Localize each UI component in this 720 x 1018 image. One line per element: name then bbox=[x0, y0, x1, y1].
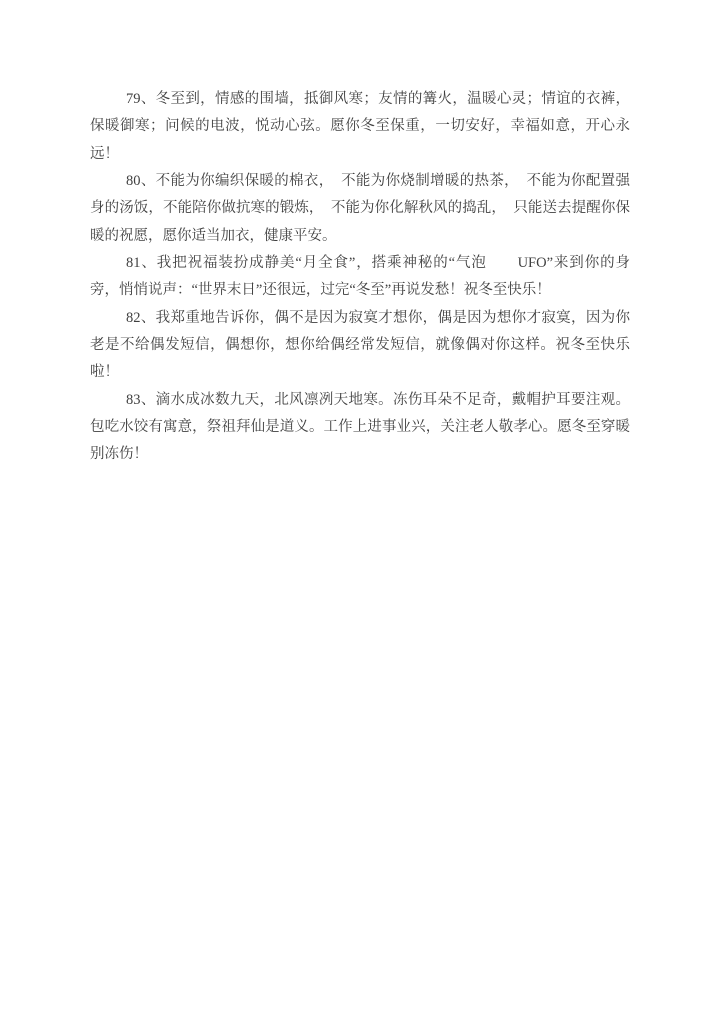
paragraph-79: 79、冬至到，情感的围墙，抵御风寒；友情的篝火，温暖心灵；情谊的衣裤，保暖御寒；问候的电波，悦动心弦。愿你冬至保重，一切安好，幸福如意，开心永远！ bbox=[90, 91, 630, 162]
paragraph-82: 82、我郑重地告诉你，偶不是因为寂寞才想你，偶是因为想你才寂寞，因为你老是不给偶发短信，偶想你，想你给偶经常发短信，就像偶对你这样。祝冬至快乐啦！ bbox=[90, 309, 630, 381]
paragraph-81: 81、我把祝福装扮成静美“月全食”，搭乘神秘的“气泡 UFO”来到你的身旁，悄悄说声：“世界末日”还很远，过完“冬至”再说发愁！祝冬至快乐！ bbox=[90, 255, 630, 299]
document-body bbox=[90, 86, 630, 469]
paragraph-83: 83、滴水成冰数九天，北风凛冽天地寒。冻伤耳朵不足奇，戴帽护耳要注观。包吃水饺有寓意，祭祖拜仙是道义。工作上进事业兴，关注老人敬孝心。愿冬至穿暖别冻伤！ bbox=[90, 391, 630, 463]
paragraph-80: 80、不能为你编织保暖的棉衣， 不能为你烧制增暖的热茶， 不能为你配置强身的汤饭，不能陪你做抗寒的锻炼， 不能为你化解秋风的捣乱， 只能送去提醒你保暖的祝愿，愿你适当加衣，健康平安。 bbox=[90, 173, 630, 244]
